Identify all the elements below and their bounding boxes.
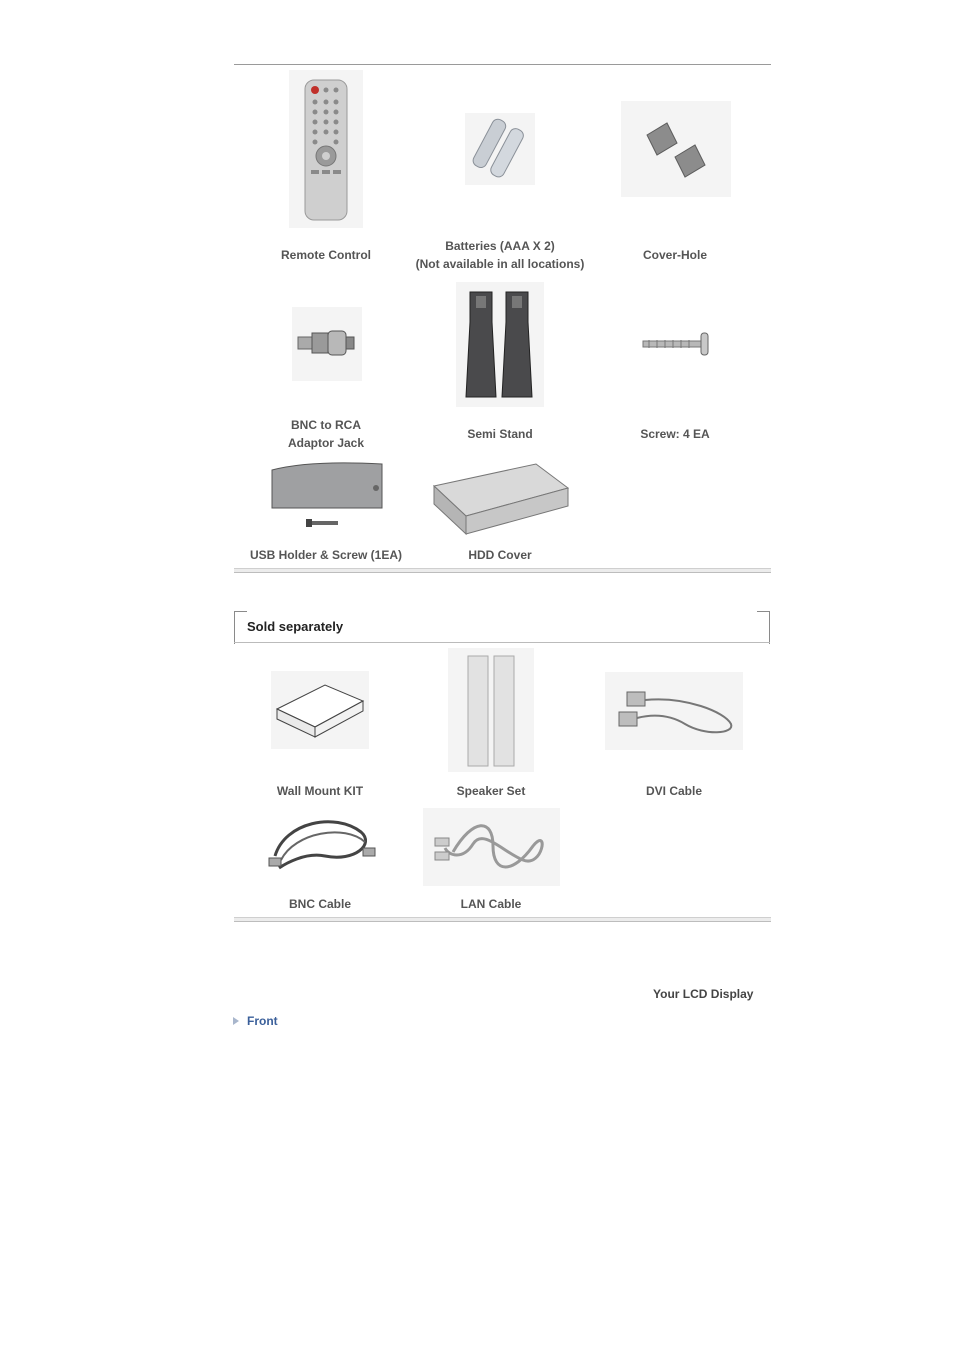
batteries-image xyxy=(465,113,535,185)
dvi-cable-image xyxy=(605,672,743,750)
remote-control-image xyxy=(289,70,363,228)
item-label: USB Holder & Screw (1EA) xyxy=(249,548,403,562)
section-bottom-divider xyxy=(234,917,771,922)
sold-separately-header xyxy=(234,611,770,643)
item-label: Semi Stand xyxy=(467,427,533,441)
semi-stand-image xyxy=(456,282,544,407)
item-label: BNC to RCA Adaptor Jack xyxy=(287,418,365,450)
item-label: LAN Cable xyxy=(460,897,522,911)
item-label: Batteries (AAA X 2) (Not available in all locations) xyxy=(415,239,585,271)
front-link[interactable]: Front xyxy=(247,1014,278,1028)
item-label: HDD Cover xyxy=(468,548,532,562)
section-bottom-divider xyxy=(234,568,771,573)
bnc-rca-adaptor-image xyxy=(292,307,362,381)
usb-holder-image xyxy=(270,460,384,532)
wall-mount-kit-image xyxy=(271,671,369,749)
cover-hole-image xyxy=(621,101,731,197)
screw-image xyxy=(641,330,711,358)
section-title: Sold separately xyxy=(247,619,344,634)
item-label: BNC Cable xyxy=(288,897,351,911)
arrow-right-icon xyxy=(233,1017,239,1025)
item-label: Speaker Set xyxy=(456,784,526,798)
top-divider xyxy=(234,64,771,65)
item-label: Remote Control xyxy=(281,248,371,262)
item-label: Screw: 4 EA xyxy=(640,427,710,441)
item-label: Wall Mount KIT xyxy=(276,784,364,798)
lan-cable-image xyxy=(423,808,560,886)
speaker-set-image xyxy=(448,648,534,772)
hdd-cover-image xyxy=(430,460,570,538)
bnc-cable-image xyxy=(265,812,381,878)
item-label: Cover-Hole xyxy=(642,248,707,262)
item-label: DVI Cable xyxy=(645,784,702,798)
footer-title: Your LCD Display xyxy=(653,987,754,1001)
